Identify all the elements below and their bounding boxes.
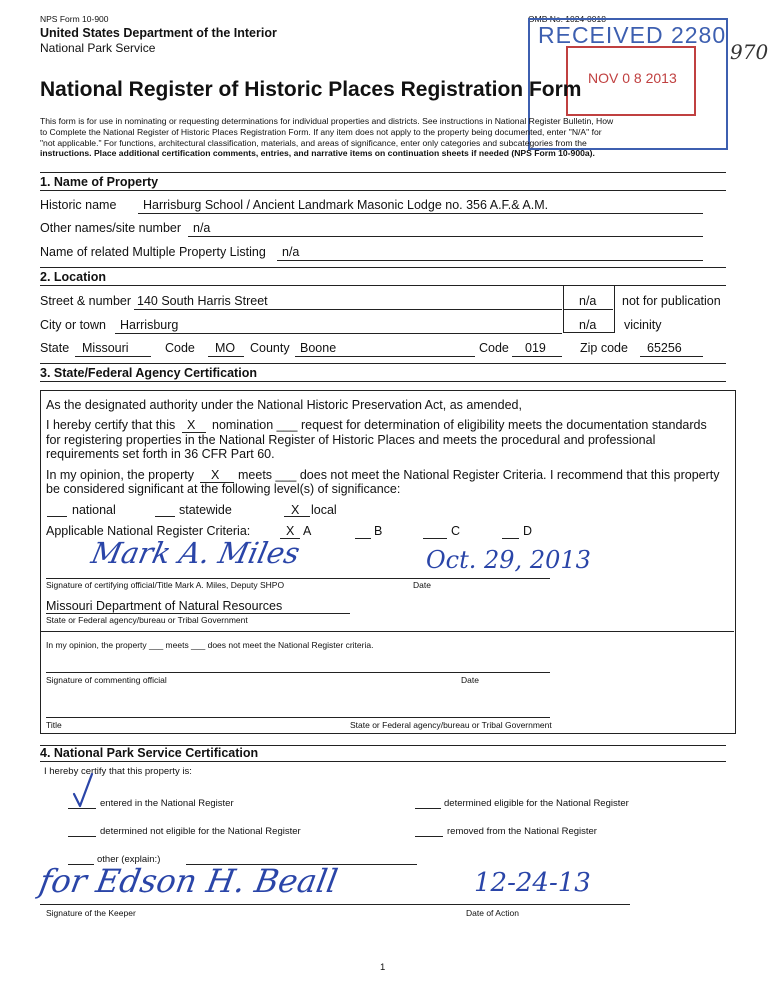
field-underline xyxy=(295,356,475,357)
check-underline xyxy=(284,516,310,517)
agency-name: National Park Service xyxy=(40,41,156,55)
omb-number: OMB No. 1024-0018 xyxy=(528,14,606,24)
form-number: NPS Form 10-900 xyxy=(40,14,109,24)
opinion-line-c: be considered significant at the following level(s) of significance: xyxy=(46,482,401,496)
section-divider xyxy=(40,363,726,364)
county-code-label: Code xyxy=(479,341,509,355)
section-divider xyxy=(40,285,726,286)
historic-name-label: Historic name xyxy=(40,198,117,212)
handwritten-number: 970 xyxy=(730,40,769,64)
field-underline xyxy=(115,333,562,334)
mpl-label: Name of related Multiple Property Listing xyxy=(40,245,266,259)
date-stamp-box xyxy=(566,46,696,116)
check-underline xyxy=(502,538,519,539)
city-value: Harrisburg xyxy=(120,318,179,332)
department-name: United States Department of the Interior xyxy=(40,26,277,40)
section-divider xyxy=(40,761,726,762)
opinion-line-b: meets ___ does not meet the National Register Criteria. I recommend that this property xyxy=(238,468,720,482)
cert-date-caption: Date xyxy=(413,580,431,590)
vicinity-label: vicinity xyxy=(624,318,662,332)
field-underline xyxy=(640,356,703,357)
other-names-label: Other names/site number xyxy=(40,221,182,235)
certifying-date: Oct. 29, 2013 xyxy=(426,546,591,574)
cert-line-3: for registering properties in the National Register of Historic Places and meets the procedural and professional xyxy=(46,433,656,447)
check-underline xyxy=(47,516,67,517)
section-divider xyxy=(40,381,726,382)
vicinity-value: n/a xyxy=(579,318,597,332)
street-value: 140 South Harris Street xyxy=(137,294,268,308)
criteria-label: Applicable National Register Criteria: xyxy=(46,524,251,538)
title-line xyxy=(46,717,550,718)
cert-line-2b: nomination ___ request for determination of eligibility meets the documentation standards xyxy=(212,418,707,432)
field-underline xyxy=(75,356,151,357)
mpl-value: n/a xyxy=(282,245,300,259)
title-caption: Title xyxy=(46,720,62,730)
box-divider xyxy=(563,309,613,310)
code-value: MO xyxy=(215,341,236,355)
status-removed: removed from the National Register xyxy=(447,826,597,837)
level-statewide: statewide xyxy=(179,503,232,517)
action-date-caption: Date of Action xyxy=(466,908,519,918)
historic-name-value: Harrisburg School / Ancient Landmark Masonic Lodge no. 356 A.F.& A.M. xyxy=(143,198,549,212)
comment-signature-caption: Signature of commenting official xyxy=(46,675,167,685)
level-local: local xyxy=(311,503,337,517)
signature-line xyxy=(46,672,550,673)
received-stamp-text: RECEIVED 2280 xyxy=(538,22,727,48)
received-date: NOV 0 8 2013 xyxy=(588,70,677,86)
opinion-meets-check: X xyxy=(211,468,220,482)
county-value: Boone xyxy=(300,341,337,355)
signature-line xyxy=(46,578,550,579)
state-label: State xyxy=(40,341,70,355)
county-label: County xyxy=(250,341,290,355)
check-underline xyxy=(423,538,447,539)
signature-line xyxy=(40,904,630,905)
nfp-label: not for publication xyxy=(622,294,721,308)
status-entered: entered in the National Register xyxy=(100,798,234,809)
instructions-line-3: "not applicable." For functions, architectural classification, materials, and areas of significance, enter only categories and subcategories from the xyxy=(40,137,587,148)
cert-signature-caption: Signature of certifying official/Title Mark A. Miles, Deputy SHPO xyxy=(46,580,285,590)
form-title: National Register of Historic Places Registration Form xyxy=(40,78,582,101)
keeper-certify: I hereby certify that this property is: xyxy=(44,766,192,777)
zip-value: 65256 xyxy=(647,341,682,355)
field-underline xyxy=(512,356,562,357)
check-underline xyxy=(355,538,371,539)
status-determined-not-eligible: determined not eligible for the National Register xyxy=(100,826,301,837)
comment-opinion: In my opinion, the property ___ meets ___ does not meet the National Register criteria. xyxy=(46,640,374,650)
instructions xyxy=(40,116,613,159)
section-2-heading: 2. Location xyxy=(40,270,106,284)
action-date: 12-24-13 xyxy=(474,868,591,898)
cert-line-4: requirements set forth in 36 CFR Part 60. xyxy=(46,447,275,461)
county-code-value: 019 xyxy=(525,341,546,355)
nfp-value: n/a xyxy=(579,294,597,308)
criteria-c: C xyxy=(451,524,461,538)
agency-line xyxy=(46,613,350,614)
state-agency: Missouri Department of Natural Resources xyxy=(46,599,283,613)
code-label: Code xyxy=(165,341,195,355)
field-underline xyxy=(134,309,562,310)
section-divider xyxy=(40,267,726,268)
status-determined-eligible: determined eligible for the National Register xyxy=(444,798,629,809)
check-underline xyxy=(68,836,96,837)
cert-line-1: As the designated authority under the National Historic Preservation Act, as amended, xyxy=(46,398,522,412)
title-agency-caption: State or Federal agency/bureau or Tribal Government xyxy=(350,720,552,730)
check-underline xyxy=(415,836,443,837)
check-underline xyxy=(155,516,175,517)
section-divider xyxy=(40,190,726,191)
cert-line-2a: I hereby certify that this xyxy=(46,418,176,432)
field-underline xyxy=(277,260,703,261)
cert-nomination-check: X xyxy=(187,418,196,432)
checkmark-icon xyxy=(72,772,96,810)
check-underline xyxy=(68,808,96,809)
instructions-line-2: to Complete the National Register of Historic Places Registration Form. If any item does not apply to the property being documented, enter "N/A" for xyxy=(40,126,602,137)
field-underline xyxy=(138,213,703,214)
keeper-caption: Signature of the Keeper xyxy=(46,908,136,918)
section-1-heading: 1. Name of Property xyxy=(40,175,159,189)
zip-label: Zip code xyxy=(580,341,628,355)
agency-caption: State or Federal agency/bureau or Tribal Government xyxy=(46,615,248,625)
section-divider xyxy=(40,172,726,173)
page-number: 1 xyxy=(380,962,386,973)
criteria-a-check: X xyxy=(286,524,295,538)
state-value: Missouri xyxy=(82,341,129,355)
city-label: City or town xyxy=(40,318,106,332)
section-3-heading: 3. State/Federal Agency Certification xyxy=(40,366,257,380)
instructions-line-4: instructions. Place additional certification comments, entries, and narrative items on continuation sheets if needed (NPS Form 10-900a). xyxy=(40,148,595,159)
status-other: other (explain:) xyxy=(97,854,161,865)
certifying-signature: Mark A. Miles xyxy=(88,536,303,570)
section-4-heading: 4. National Park Service Certification xyxy=(40,746,259,760)
comment-date-caption: Date xyxy=(461,675,479,685)
criteria-d: D xyxy=(523,524,533,538)
box-divider xyxy=(40,631,734,632)
criteria-b: B xyxy=(374,524,383,538)
check-underline xyxy=(415,808,441,809)
criteria-a: A xyxy=(303,524,312,538)
field-underline xyxy=(208,356,244,357)
instructions-line-1: This form is for use in nominating or requesting determinations for individual properties and districts. See instructions in National Register Bulletin, How xyxy=(40,116,614,126)
level-national: national xyxy=(72,503,116,517)
keeper-signature: for Edson H. Beall xyxy=(36,862,341,900)
other-names-value: n/a xyxy=(193,221,211,235)
level-local-check: X xyxy=(291,503,300,517)
street-label: Street & number xyxy=(40,294,132,308)
field-underline xyxy=(188,236,703,237)
opinion-line-a: In my opinion, the property xyxy=(46,468,194,482)
